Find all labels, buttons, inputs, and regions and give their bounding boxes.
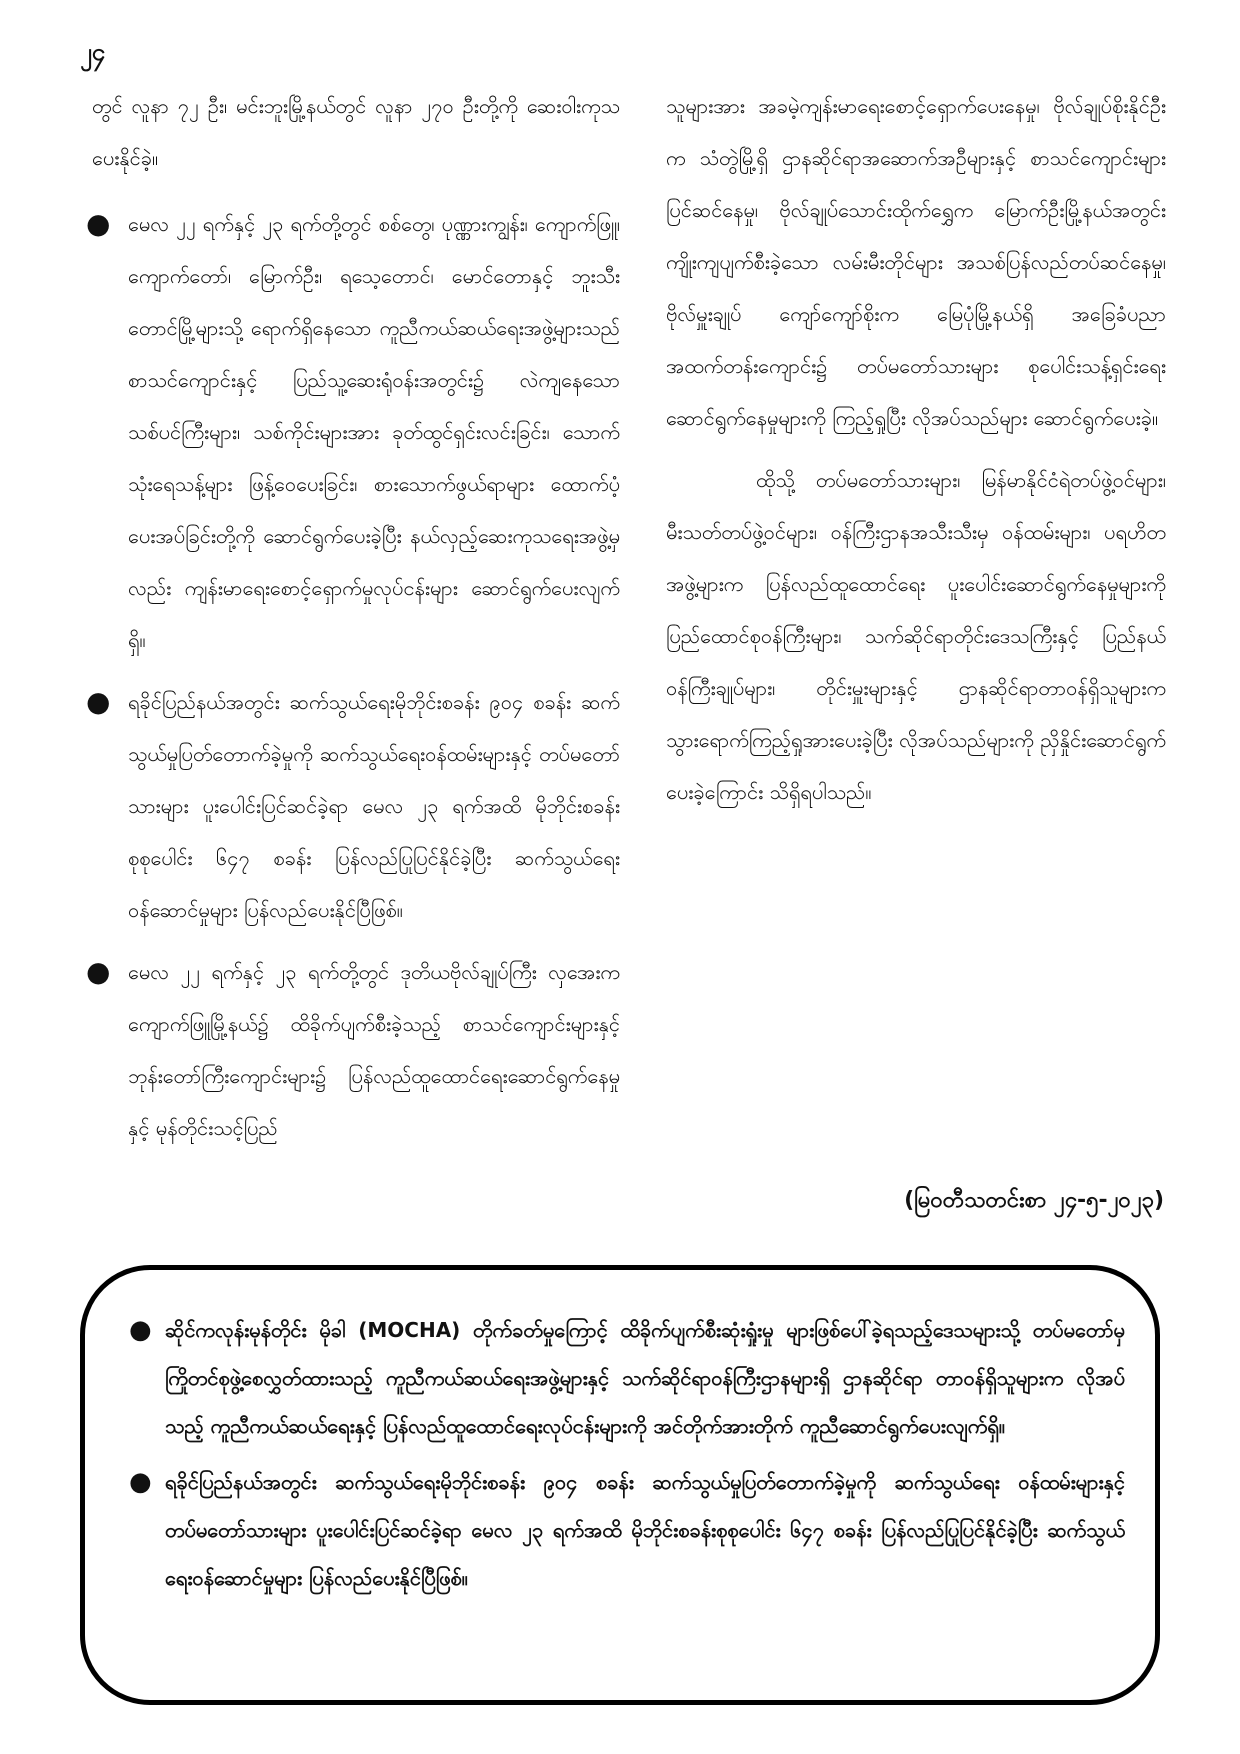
bullet-icon: ● <box>86 685 111 718</box>
left-bullet-list <box>86 198 620 1154</box>
list-item-text: မေလ ၂၂ ရက်နှင့် ၂၃ ရက်တို့တွင် ဒုတိယဗိုလ်ချုပ်ကြီး လှအေးက ကျောက်ဖြူမြို့နယ်၌ ထိခိုက်ပျက်စီးခဲ့သည့် စာသင်ကျောင်းများနှင့် ဘုန်းတော်ကြီးကျောင်းများ၌ ပြန်လည်ထူထောင်ရေးဆောင်ရွက်နေမှုနှင့် မုန်တိုင်းသင့်ပြည် <box>128 960 620 1140</box>
list-item <box>115 1458 1125 1602</box>
list-item <box>86 198 620 666</box>
continuation-text: သူများအား အခမဲ့ကျန်းမာရေးစောင့်ရှောက်ပေးနေမှု၊ ဗိုလ်ချုပ်စိုးနိုင်ဦးက သံတွဲမြို့ရှိ ဌာနဆိုင်ရာအဆောက်အဦများနှင့် စာသင်ကျောင်းများ ပြင်ဆင်နေမှု၊ ဗိုလ်ချုပ်သောင်းထိုက်ရွှေက မြောက်ဦးမြို့နယ်အတွင်း ကျိုးကျပျက်စီးခဲ့သော လမ်းမီးတိုင်များ အသစ်ပြန်လည်တပ်ဆင်နေမှု၊ ဗိုလ်မှူးချုပ် ကျော်ကျော်စိုးက မြေပုံမြို့နယ်ရှိ အခြေခံပညာ အထက်တန်းကျောင်း၌ တပ်မတော်သားများ စုပေါင်းသန့်ရှင်းရေးဆောင်ရွက်နေမှုများကို ကြည့်ရှုပြီး လိုအပ်သည်များ ဆောင်ရွက်ပေးခဲ့။ <box>666 94 1166 430</box>
list-item <box>86 946 620 1154</box>
list-item-text: မေလ ၂၂ ရက်နှင့် ၂၃ ရက်တို့တွင် စစ်တွေ၊ ပုဏ္ဏားကျွန်း၊ ကျောက်ဖြူ၊ ကျောက်တော်၊ မြောက်ဦး၊ ရသေ့တောင်၊ မောင်တောနှင့် ဘူးသီးတောင်မြို့များသို့ ရောက်ရှိနေသော ကူညီကယ်ဆယ်ရေးအဖွဲ့များသည် စာသင်ကျောင်းနှင့် ပြည်သူ့ဆေးရုံဝန်းအတွင်း၌ လဲကျနေသော သစ်ပင်ကြီးများ၊ သစ်ကိုင်းများအား ခုတ်ထွင်ရှင်းလင်းခြင်း၊ သောက်သုံးရေသန့်များ ဖြန့်ဝေပေးခြင်း၊ စားသောက်ဖွယ်ရာများ ထောက်ပံ့ပေးအပ်ခြင်းတို့ကို ဆောင်ရွက်ပေးခဲ့ပြီး နယ်လှည့်ဆေးကုသရေးအဖွဲ့မှလည်း ကျန်းမာရေးစောင့်ရှောက်မှုလုပ်ငန်းများ ဆောင်ရွက်ပေးလျက်ရှိ။ <box>128 212 620 652</box>
bullet-icon: ● <box>86 207 111 240</box>
left-column <box>86 80 620 1164</box>
closing-paragraph: ထိုသို့ တပ်မတော်သားများ၊ မြန်မာနိုင်ငံရဲတပ်ဖွဲ့ဝင်များ၊ မီးသတ်တပ်ဖွဲ့ဝင်များ၊ ဝန်ကြီးဌာနအသီးသီးမှ ဝန်ထမ်းများ၊ ပရဟိတအဖွဲ့များက ပြန်လည်ထူထောင်ရေး ပူးပေါင်းဆောင်ရွက်နေမှုများကို ပြည်ထောင်စုဝန်ကြီးများ၊ သက်ဆိုင်ရာတိုင်းဒေသကြီးနှင့် ပြည်နယ်ဝန်ကြီးချုပ်များ၊ တိုင်းမှူးများနှင့် ဌာနဆိုင်ရာတာဝန်ရှိသူများက သွားရောက်ကြည့်ရှုအားပေးခဲ့ပြီး လိုအပ်သည်များကို ညှိနှိုင်းဆောင်ရွက်ပေးခဲ့ကြောင်း သိရှိရပါသည်။ <box>666 468 1166 804</box>
list-item <box>86 676 620 936</box>
right-column <box>666 80 1166 818</box>
summary-box <box>80 1265 1160 1705</box>
list-item-text: ဆိုင်ကလုန်းမုန်တိုင်း မိုခါ (MOCHA) တိုက်ခတ်မှုကြောင့် ထိခိုက်ပျက်စီးဆုံးရှုံးမှု များဖြစ်ပေါ်ခဲ့ရသည့်ဒေသများသို့ တပ်မတော်မှ ကြိုတင်စုဖွဲ့စေလွှတ်ထားသည့် ကူညီကယ်ဆယ်ရေးအဖွဲ့များနှင့် သက်ဆိုင်ရာဝန်ကြီးဌာနများရှိ ဌာနဆိုင်ရာ တာဝန်ရှိသူများက လိုအပ်သည့် ကူညီကယ်ဆယ်ရေးနှင့် ပြန်လည်ထူထောင်ရေးလုပ်ငန်းများကို အင်တိုက်အားတိုက် ကူညီဆောင်ရွက်ပေးလျက်ရှိ။ <box>165 1318 1125 1438</box>
list-item <box>115 1306 1125 1450</box>
page-number: ၂၄ <box>80 38 106 66</box>
intro-text: တွင် လူနာ ၇၂ ဦး၊ မင်းဘူးမြို့နယ်တွင် လူနာ ၂၇၀ ဦးတို့ကို ဆေးဝါးကုသ ပေးနိုင်ခဲ့။ <box>92 94 620 170</box>
bullet-icon: ● <box>129 1467 152 1497</box>
bullet-icon: ● <box>129 1315 152 1345</box>
summary-bullet-list <box>115 1306 1125 1602</box>
list-item-text: ရခိုင်ပြည်နယ်အတွင်း ဆက်သွယ်ရေးမိုဘိုင်းစခန်း ၉၀၄ စခန်း ဆက်သွယ်မှုပြတ်တောက်ခဲ့မှုကို ဆက်သွယ်ရေးဝန်ထမ်းများနှင့် တပ်မတော်သားများ ပူးပေါင်းပြင်ဆင်ခဲ့ရာ မေလ ၂၃ ရက်အထိ မိုဘိုင်းစခန်းစုစုပေါင်း ၆၄၇ စခန်း ပြန်လည်ပြုပြင်နိုင်ခဲ့ပြီး ဆက်သွယ်ရေးဝန်ဆောင်မှုများ ပြန်လည်ပေးနိုင်ပြီဖြစ်။ <box>128 690 620 922</box>
bullet-icon: ● <box>86 955 111 988</box>
list-item-text: ရခိုင်ပြည်နယ်အတွင်း ဆက်သွယ်ရေးမိုဘိုင်းစခန်း ၉၀၄ စခန်း ဆက်သွယ်မှုပြတ်တောက်ခဲ့မှုကို ဆက်သွယ်ရေး ဝန်ထမ်းများနှင့် တပ်မတော်သားများ ပူးပေါင်းပြင်ဆင်ခဲ့ရာ မေလ ၂၃ ရက်အထိ မိုဘိုင်းစခန်းစုစုပေါင်း ၆၄၇ စခန်း ပြန်လည်ပြုပြင်နိုင်ခဲ့ပြီး ဆက်သွယ်ရေးဝန်ဆောင်မှုများ ပြန်လည်ပေးနိုင်ပြီဖြစ်။ <box>165 1470 1125 1590</box>
source-citation: (မြဝတီသတင်းစာ ၂၄-၅-၂၀၂၃) <box>904 1188 1164 1213</box>
